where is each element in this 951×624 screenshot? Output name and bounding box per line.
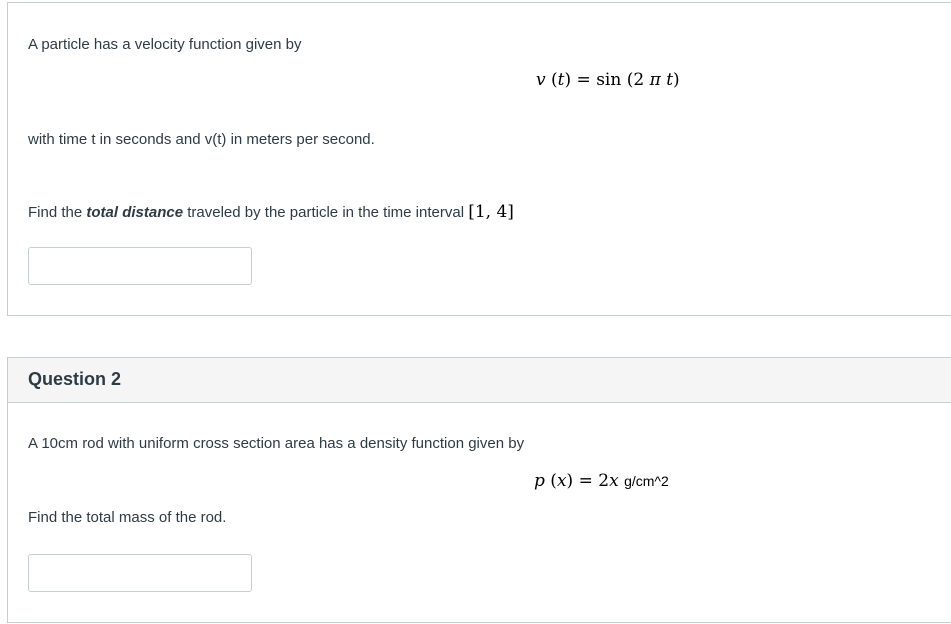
question-1-intro: A particle has a velocity function given by (28, 36, 302, 53)
formula-equals: = (578, 471, 593, 491)
question-2-card (7, 357, 951, 623)
question-2-header (8, 358, 951, 403)
formula-rhs-variable: x (609, 471, 619, 491)
formula-lhs-function: v (536, 70, 546, 90)
formula-coefficient: 2 (598, 471, 610, 491)
formula-sin: sin (596, 70, 622, 90)
question-2-answer-input[interactable] (28, 554, 252, 592)
question-2-prompt: Find the total mass of the rod. (28, 509, 227, 526)
time-interval: [1, 4] (468, 202, 514, 222)
question-1-answer-input[interactable] (28, 247, 252, 285)
prompt-text-before: Find the (28, 204, 87, 221)
formula-pi: π (649, 70, 661, 90)
velocity-formula: v (t) = sin (2 π t) (536, 70, 680, 90)
question-1-prompt (28, 202, 514, 222)
formula-units: g/cm^2 (624, 473, 669, 489)
formula-coefficient: 2 (633, 70, 645, 90)
density-formula: p (x) = 2x g/cm^2 (534, 471, 669, 491)
formula-rhs-variable: t (666, 70, 674, 90)
formula-lhs-function: p (534, 471, 545, 491)
prompt-emphasis: total distance (86, 204, 184, 221)
question-2-title: Question 2 (28, 369, 122, 389)
formula-lhs-variable: t (557, 70, 565, 90)
prompt-text-after: traveled by the particle in the time interval (183, 204, 469, 221)
formula-lhs-variable: x (556, 471, 567, 491)
question-2-intro: A 10cm rod with uniform cross section area has a density function given by (28, 435, 525, 452)
question-1-card (7, 2, 951, 316)
formula-equals: = (576, 70, 591, 90)
question-1-units-text: with time t in seconds and v(t) in meters per second. (28, 131, 375, 148)
